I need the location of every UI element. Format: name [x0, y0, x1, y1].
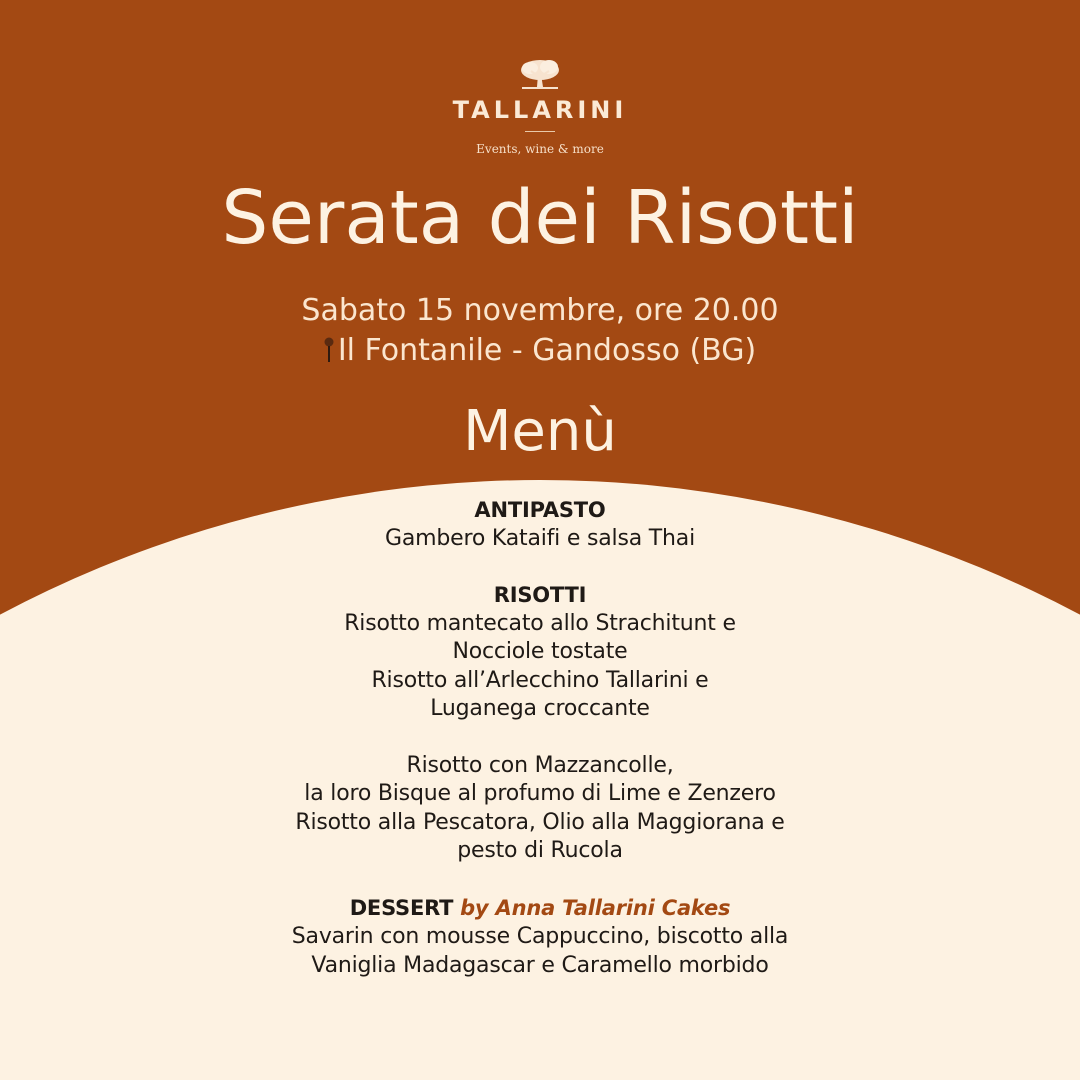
risotti-line: pesto di Rucola	[457, 838, 623, 863]
event-location-line	[0, 333, 1080, 369]
pin-icon	[324, 337, 334, 363]
antipasto-line: Gambero Kataifi e salsa Thai	[385, 525, 695, 551]
risotti-line: la loro Bisque al profumo di Lime e Zenzero	[304, 781, 776, 806]
brand-divider	[525, 131, 555, 132]
brand-name: TALLARINI	[452, 96, 628, 124]
risotti-line: Risotto all’Arlecchino Tallarini e	[371, 667, 709, 693]
brand-tagline: Events, wine & more	[476, 142, 604, 156]
risotti-heading: RISOTTI	[493, 583, 587, 607]
event-location: Il Fontanile - Gandosso (BG)	[337, 333, 757, 368]
antipasto-heading: ANTIPASTO	[474, 498, 606, 522]
dessert-heading: DESSERT	[349, 895, 454, 920]
dessert-line: Savarin con mousse Cappuccino, biscotto alla	[291, 924, 789, 949]
menu-body	[0, 496, 1080, 980]
risotti-line: Risotto alla Pescatora, Olio alla Maggiorana e	[295, 809, 785, 835]
risotti-line: Luganega croccante	[430, 696, 650, 721]
tree-icon	[518, 58, 562, 92]
dessert-heading-line	[0, 894, 1080, 924]
risotti-line: Nocciole tostate	[452, 639, 628, 664]
risotti-line: Risotto con Mazzancolle,	[406, 752, 674, 778]
dessert-maker: by Anna Tallarini Cakes	[460, 895, 731, 920]
risotti-line: Risotto mantecato allo Strachitunt e	[344, 610, 736, 636]
menu-title: Menù	[463, 399, 617, 464]
event-date: Sabato 15 novembre, ore 20.00	[301, 293, 779, 328]
event-title: Serata dei Risotti	[221, 175, 859, 261]
dessert-line: Vaniglia Madagascar e Caramello morbido	[311, 952, 769, 978]
